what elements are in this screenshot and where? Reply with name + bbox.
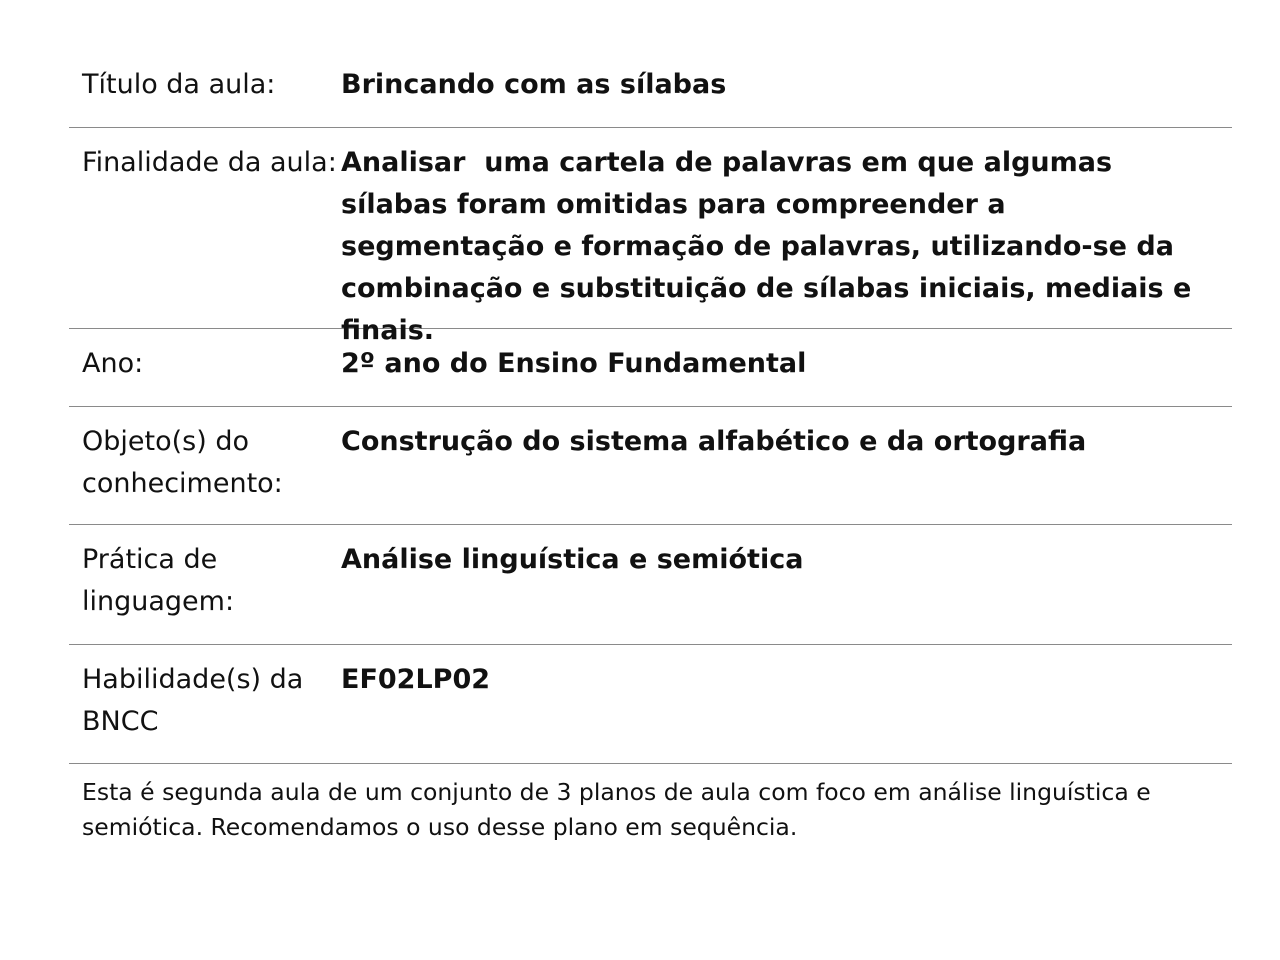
row-school-year: [69, 329, 1232, 407]
value-language-practice: Análise linguística e semiótica: [341, 544, 804, 575]
row-lesson-goal: [69, 128, 1232, 346]
label-language-practice: Prática de linguagem:: [82, 544, 235, 617]
label-school-year: Ano:: [82, 348, 144, 379]
label-lesson-goal: Finalidade da aula:: [82, 147, 337, 178]
value-knowledge-object: Construção do sistema alfabético e da ortografia: [341, 426, 1087, 457]
value-school-year: 2º ano do Ensino Fundamental: [341, 348, 807, 379]
lesson-plan-table: [69, 50, 1232, 845]
row-language-practice: [69, 525, 1232, 645]
label-lesson-title: Título da aula:: [82, 69, 276, 100]
row-knowledge-object: [69, 407, 1232, 525]
label-bncc-skill: Habilidade(s) da BNCC: [82, 664, 304, 737]
row-bncc-skill: [69, 645, 1232, 764]
value-lesson-title: Brincando com as sílabas: [341, 69, 727, 100]
value-lesson-goal: Analisar uma cartela de palavras em que algumas sílabas foram omitidas para compreender a segmentação e formação de palavras, utilizando-se da combinação e substituição de sílabas iniciais, mediais e finais.: [341, 147, 1201, 346]
row-lesson-title: [69, 50, 1232, 128]
label-knowledge-object: Objeto(s) do conhecimento:: [82, 426, 283, 499]
value-bncc-skill: EF02LP02: [341, 664, 491, 695]
sequence-note: Esta é segunda aula de um conjunto de 3 planos de aula com foco em análise linguística e semiótica. Recomendamos o uso desse plano em sequência.: [82, 778, 1151, 841]
